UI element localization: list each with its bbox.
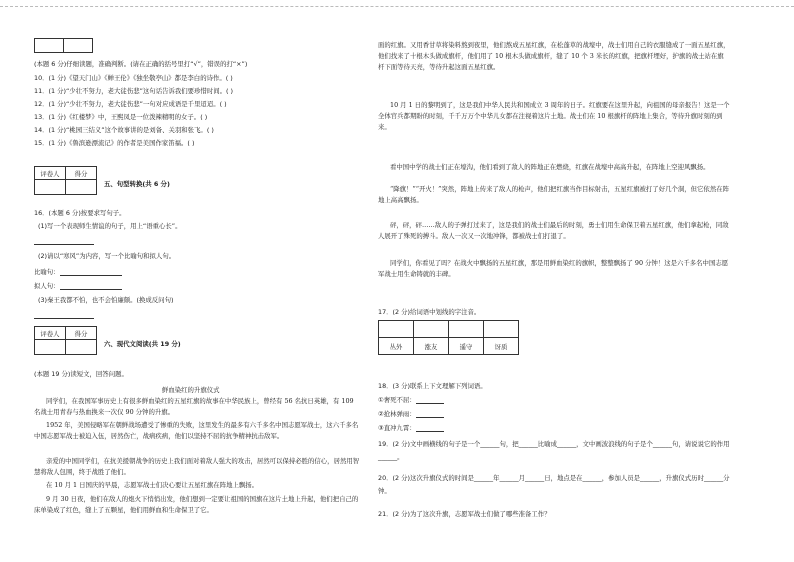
- q13: 13．(1 分)《红楼梦》中，王熙凤是一位泼辣精明的女子。( ): [34, 113, 208, 121]
- score-label: 得分: [66, 167, 97, 180]
- article-para-9: “降旗！”“开火！”突然，阵地上传来了敌人的枪声，他们把红旗当作目标射击，五星红旗被打了好几个洞，但它依然在阵地上高高飘扬。: [378, 185, 729, 204]
- top-divider: [0, 6, 794, 7]
- q20: 20．(2 分)这次升旗仪式的时间是______年______月______日，地点是在______，参加人员是______，升旗仪式历时______分钟。: [378, 474, 730, 495]
- pinyin-blank-4[interactable]: [484, 321, 519, 338]
- article-para-1: 同学们，在我国军事历史上有很多鲜血染红的五星红旗的故事在中华民族上，曾经有 56 名抗日英雄，有 109 名战士用青春与热血换来一次仅 90 分钟的升旗。: [34, 397, 354, 416]
- q17: 17．(2 分)给词语中划线的字注音。: [378, 308, 481, 316]
- q19: 19．(2 分)文中画横线的句子是一个______句，把______比喻成______，文中画波浪线的句子是个______句，请说说它的作用______。: [378, 440, 730, 461]
- article-para-5: 9 月 30 日夜，他们在敌人的炮火下悄悄出发，他们想到一定要让祖国的国旗在这片土地上升起，他们把自己的床单染成了红色，缝上了五颗星，他们用鲜血和生命保卫了它。: [34, 495, 359, 514]
- q21: 21．(2 分)为了这次升旗，志愿军战士们做了哪些准备工作？: [378, 510, 551, 518]
- q18-item1-blank[interactable]: [416, 403, 444, 404]
- q16: 16．(本题 6 分)按要求写句子。: [34, 209, 126, 217]
- q18-item3-label: ③直冲九霄：: [378, 424, 416, 432]
- q16-part2: (2)请以“寒风”为内容，写一个比喻句和拟人句。: [38, 252, 176, 260]
- article-para-3: 亲爱的中国同学们，在抗美援朝战争的历史上我们面对着敌人强大的攻击，居然可以保持必胜的信心，居然用智慧将敌人包围，终于战胜了他们。: [34, 457, 360, 476]
- simile-label: 比喻句：: [34, 268, 60, 276]
- score-reviewer-label-6: 评卷人: [35, 327, 66, 340]
- q11: 11．(1 分)“少壮不努力，老大徒伤悲”这句话告诉我们要珍惜时间。( ): [34, 87, 234, 95]
- article-para-8: 看中国中学的战士们正在壕沟，他们看到了敌人的阵地正在燃烧，红旗在战壕中高高升起，在阵地上空迎风飘扬。: [390, 163, 710, 171]
- article-para-4: 在 10 月 1 日国庆的早晨，志愿军战士们决心要让五星红旗在阵地上飘扬。: [46, 481, 259, 489]
- q12: 12．(1 分)“少壮不努力，老大徒伤悲”一句对应成语是千里迢迢。( ): [34, 100, 227, 108]
- q18-item2: [378, 410, 444, 418]
- pinyin-blank-1[interactable]: [379, 321, 414, 338]
- personification-answer-blank[interactable]: [60, 289, 122, 290]
- answer-line-16-1[interactable]: [34, 244, 94, 245]
- answer-line-16-3[interactable]: [34, 318, 94, 319]
- article-para-2: 1952 年，美国侵略军在朝鲜战场遭受了惨重的失败，这里发生的最多有六千多名中国志愿军战士，这六千多名中国志愿军战士被迫入伍，居然伤亡，战病疾病，他们以坚持不屈的抗争精神抗击敌军。: [34, 421, 359, 440]
- q18-item1-label: ①奢死不屈：: [378, 396, 416, 404]
- section5-title: 五、句型转换(共 6 分): [104, 180, 170, 188]
- score-table-6: [34, 326, 97, 355]
- score-reviewer-label: 评卷人: [35, 167, 66, 180]
- pinyin-word-2: 涨友: [414, 338, 449, 355]
- section6-title: 六、现代文阅读(共 19 分): [104, 340, 181, 348]
- q10: 10．(1 分)《望天门山》《蝉王伦》《独坐敬亭山》都是李白的诗作。( ): [34, 74, 233, 82]
- q18-item2-label: ②抢林弹雨：: [378, 410, 416, 418]
- q18-item3: [378, 424, 444, 432]
- simile-row: [34, 268, 122, 276]
- article-para-6: 面的红旗。又用香甘草将染料熬到夜里，他们熬成五星红旗，在松蓬草的战壕中，战士们用自己的衣服缝成了一面五星红旗，他们找来了十根木头做成旗杆，他们用了 10 根木头做成旗杆，缝了 10 个 3 米长的红旗，把旗杆埋好，护旗的战士站在旗杆下面等待天亮，等待升起这面五星红旗。: [378, 41, 730, 71]
- pinyin-word-4: 讶质: [484, 338, 519, 355]
- pinyin-word-3: 遥守: [449, 338, 484, 355]
- q15: 15．(1 分)《鲁滨逊漂流记》的作者是美国作家笛福。( ): [34, 139, 195, 147]
- simile-answer-blank[interactable]: [60, 275, 122, 276]
- personification-label: 拟人句：: [34, 282, 60, 290]
- pinyin-blank-3[interactable]: [449, 321, 484, 338]
- q9-instruction: (本题 6 分)仔细读题，准确判断。(请在正确的括号里打“√”，错误的打“×”): [34, 60, 248, 68]
- reading-intro: (本题 19 分)读短文，回答问题。: [34, 370, 128, 378]
- pinyin-blank-2[interactable]: [414, 321, 449, 338]
- article-para-10: 砰，砰，砰……敌人的子弹打过来了，这是我们的战士们最后的时刻，勇士们用生命保卫着五星红旗，他们拿起枪，同敌人展开了殊死的搏斗。敌人一次又一次地冲锋，都被战士们打退了。: [378, 221, 729, 240]
- pinyin-word-1: 丛外: [379, 338, 414, 355]
- q18: 18．(3 分)联系上下文理解下列词语。: [378, 382, 487, 390]
- q16-part1: (1)写一个表现师生情谊的句子，用上“语重心长”。: [38, 222, 182, 230]
- q14: 14．(1 分)“桃园三结义”这个故事讲的是刘备、关羽和张飞。( ): [34, 126, 214, 134]
- article-para-11: 同学们，你看见了吗？在战火中飘扬的五星红旗，那是用鲜血染红的旗帜，整整飘扬了 90 分钟！这是六千多名中国志愿军战士用生命铸就的丰碑。: [378, 259, 729, 278]
- pinyin-table: [378, 320, 519, 355]
- score-table-5: [34, 166, 97, 195]
- article-para-7: 10 月 1 日的黎明到了，这是我们中华人民共和国成立 3 周年的日子。红旗要在这里升起，向祖国的母亲报告！这是一个全体官兵都期盼的时刻，千千万万个中华儿女都在注视着这片土地。战士们在 10 根旗杆的阵地上集合，等待升旗时刻的到来。: [378, 101, 730, 131]
- answer-box-top: [34, 38, 93, 53]
- article-title: 鲜血染红的升旗仪式: [162, 386, 220, 394]
- q18-item1: [378, 396, 444, 404]
- q18-item2-blank[interactable]: [416, 417, 444, 418]
- q18-item3-blank[interactable]: [416, 431, 444, 432]
- q16-part3: (3)秦王我都不怕，也不会怕廉颇。(换成反问句): [38, 296, 174, 304]
- score-label-6: 得分: [66, 327, 97, 340]
- personification-row: [34, 282, 122, 290]
